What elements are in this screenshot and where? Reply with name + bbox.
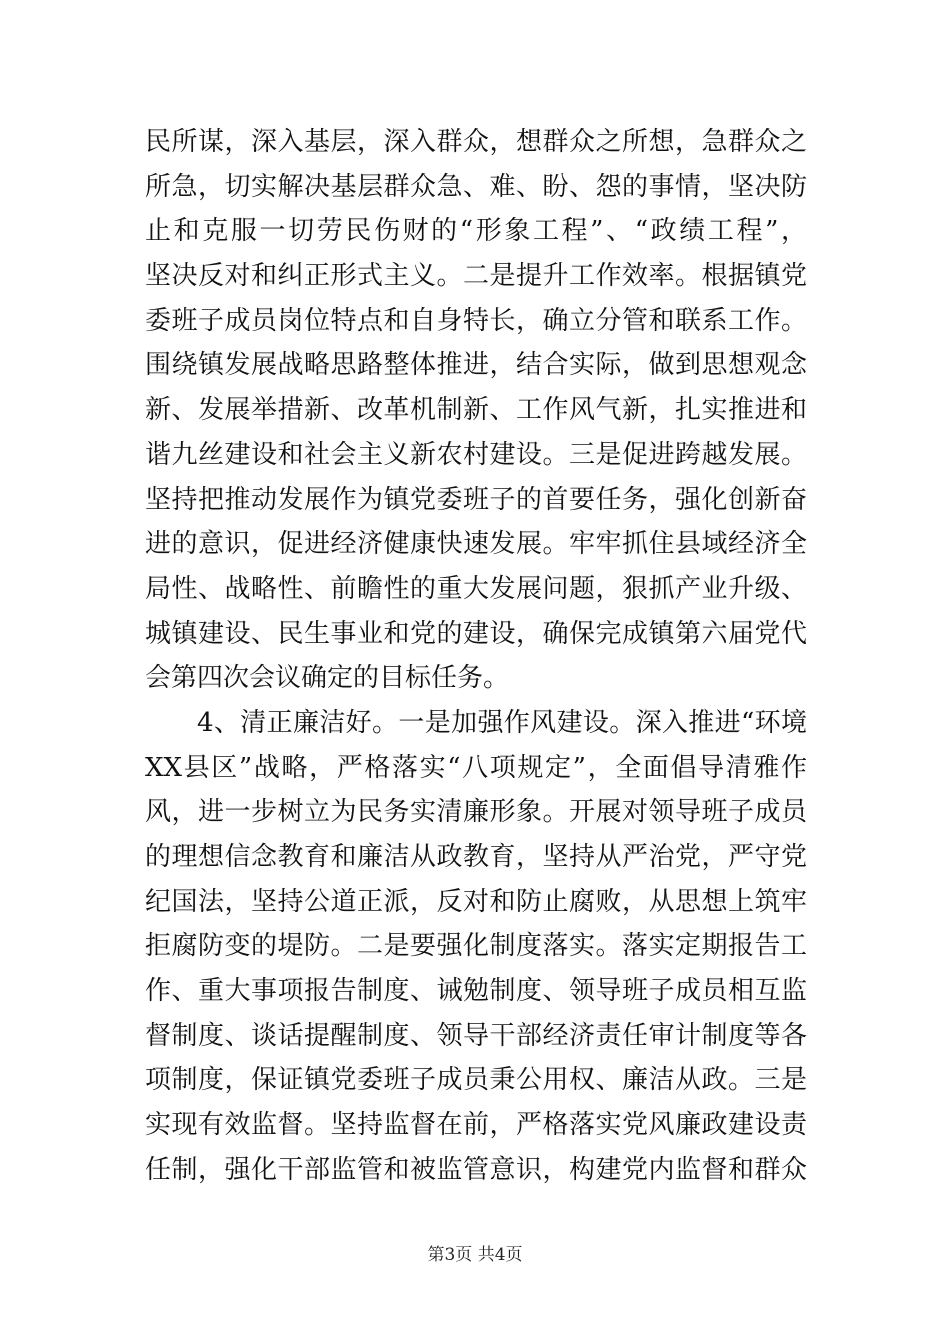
body-text — [145, 120, 807, 1193]
text-line: 4、清正廉洁好。一是加强作风建设。深入推进“环境 — [197, 707, 807, 738]
text-line: 谐九丝建设和社会主义新农村建设。三是促进跨越发展。 — [145, 439, 807, 470]
text-line: 风，进一步树立为民务实清廉形象。开展对领导班子成员 — [145, 797, 807, 828]
text-line: 围绕镇发展战略思路整体推进，结合实际，做到思想观念 — [145, 350, 807, 381]
text-line: 项制度，保证镇党委班子成员秉公用权、廉洁从政。三是 — [145, 1065, 807, 1096]
text-line: 实现有效监督。坚持监督在前，严格落实党风廉政建设责 — [145, 1110, 807, 1141]
text-line: 局性、战略性、前瞻性的重大发展问题，狠抓产业升级、 — [145, 573, 807, 604]
text-line: 坚决反对和纠正形式主义。二是提升工作效率。根据镇党 — [145, 261, 807, 292]
text-line: 的理想信念教育和廉洁从政教育，坚持从严治党，严守党 — [145, 842, 807, 872]
text-line: 止和克服一切劳民伤财的“形象工程”、“政绩工程”， — [145, 216, 807, 247]
text-line: 拒腐防变的堤防。二是要强化制度落实。落实定期报告工 — [145, 931, 807, 962]
text-line: 民所谋，深入基层，深入群众，想群众之所想，急群众之 — [145, 127, 807, 157]
text-line: 城镇建设、民生事业和党的建设，确保完成镇第六届党代 — [145, 618, 807, 649]
text-line: 任制，强化干部监管和被监管意识，构建党内监督和群众 — [145, 1154, 807, 1185]
text-line: 所急，切实解决基层群众急、难、盼、怨的事情，坚决防 — [145, 171, 807, 202]
text-line: 新、发展举措新、改革机制新、工作风气新，扎实推进和 — [145, 395, 807, 426]
text-line: 坚持把推动发展作为镇党委班子的首要任务，强化创新奋 — [145, 484, 807, 515]
text-line: 进的意识，促进经济健康快速发展。牢牢抓住县域经济全 — [145, 529, 807, 560]
text-line: 会第四次会议确定的目标任务。 — [145, 663, 510, 694]
text-line: XX县区”战略，严格落实“八项规定”，全面倡导清雅作 — [145, 752, 807, 783]
text-line: 委班子成员岗位特点和自身特长，确立分管和联系工作。 — [145, 305, 807, 336]
text-line: 纪国法，坚持公道正派，反对和防止腐败，从思想上筑牢 — [145, 886, 807, 917]
page-number-footer: 第3页 共4页 — [427, 1245, 523, 1265]
text-line: 督制度、谈话提醒制度、领导干部经济责任审计制度等各 — [145, 1020, 807, 1051]
text-line: 作、重大事项报告制度、诫勉制度、领导班子成员相互监 — [145, 976, 807, 1007]
